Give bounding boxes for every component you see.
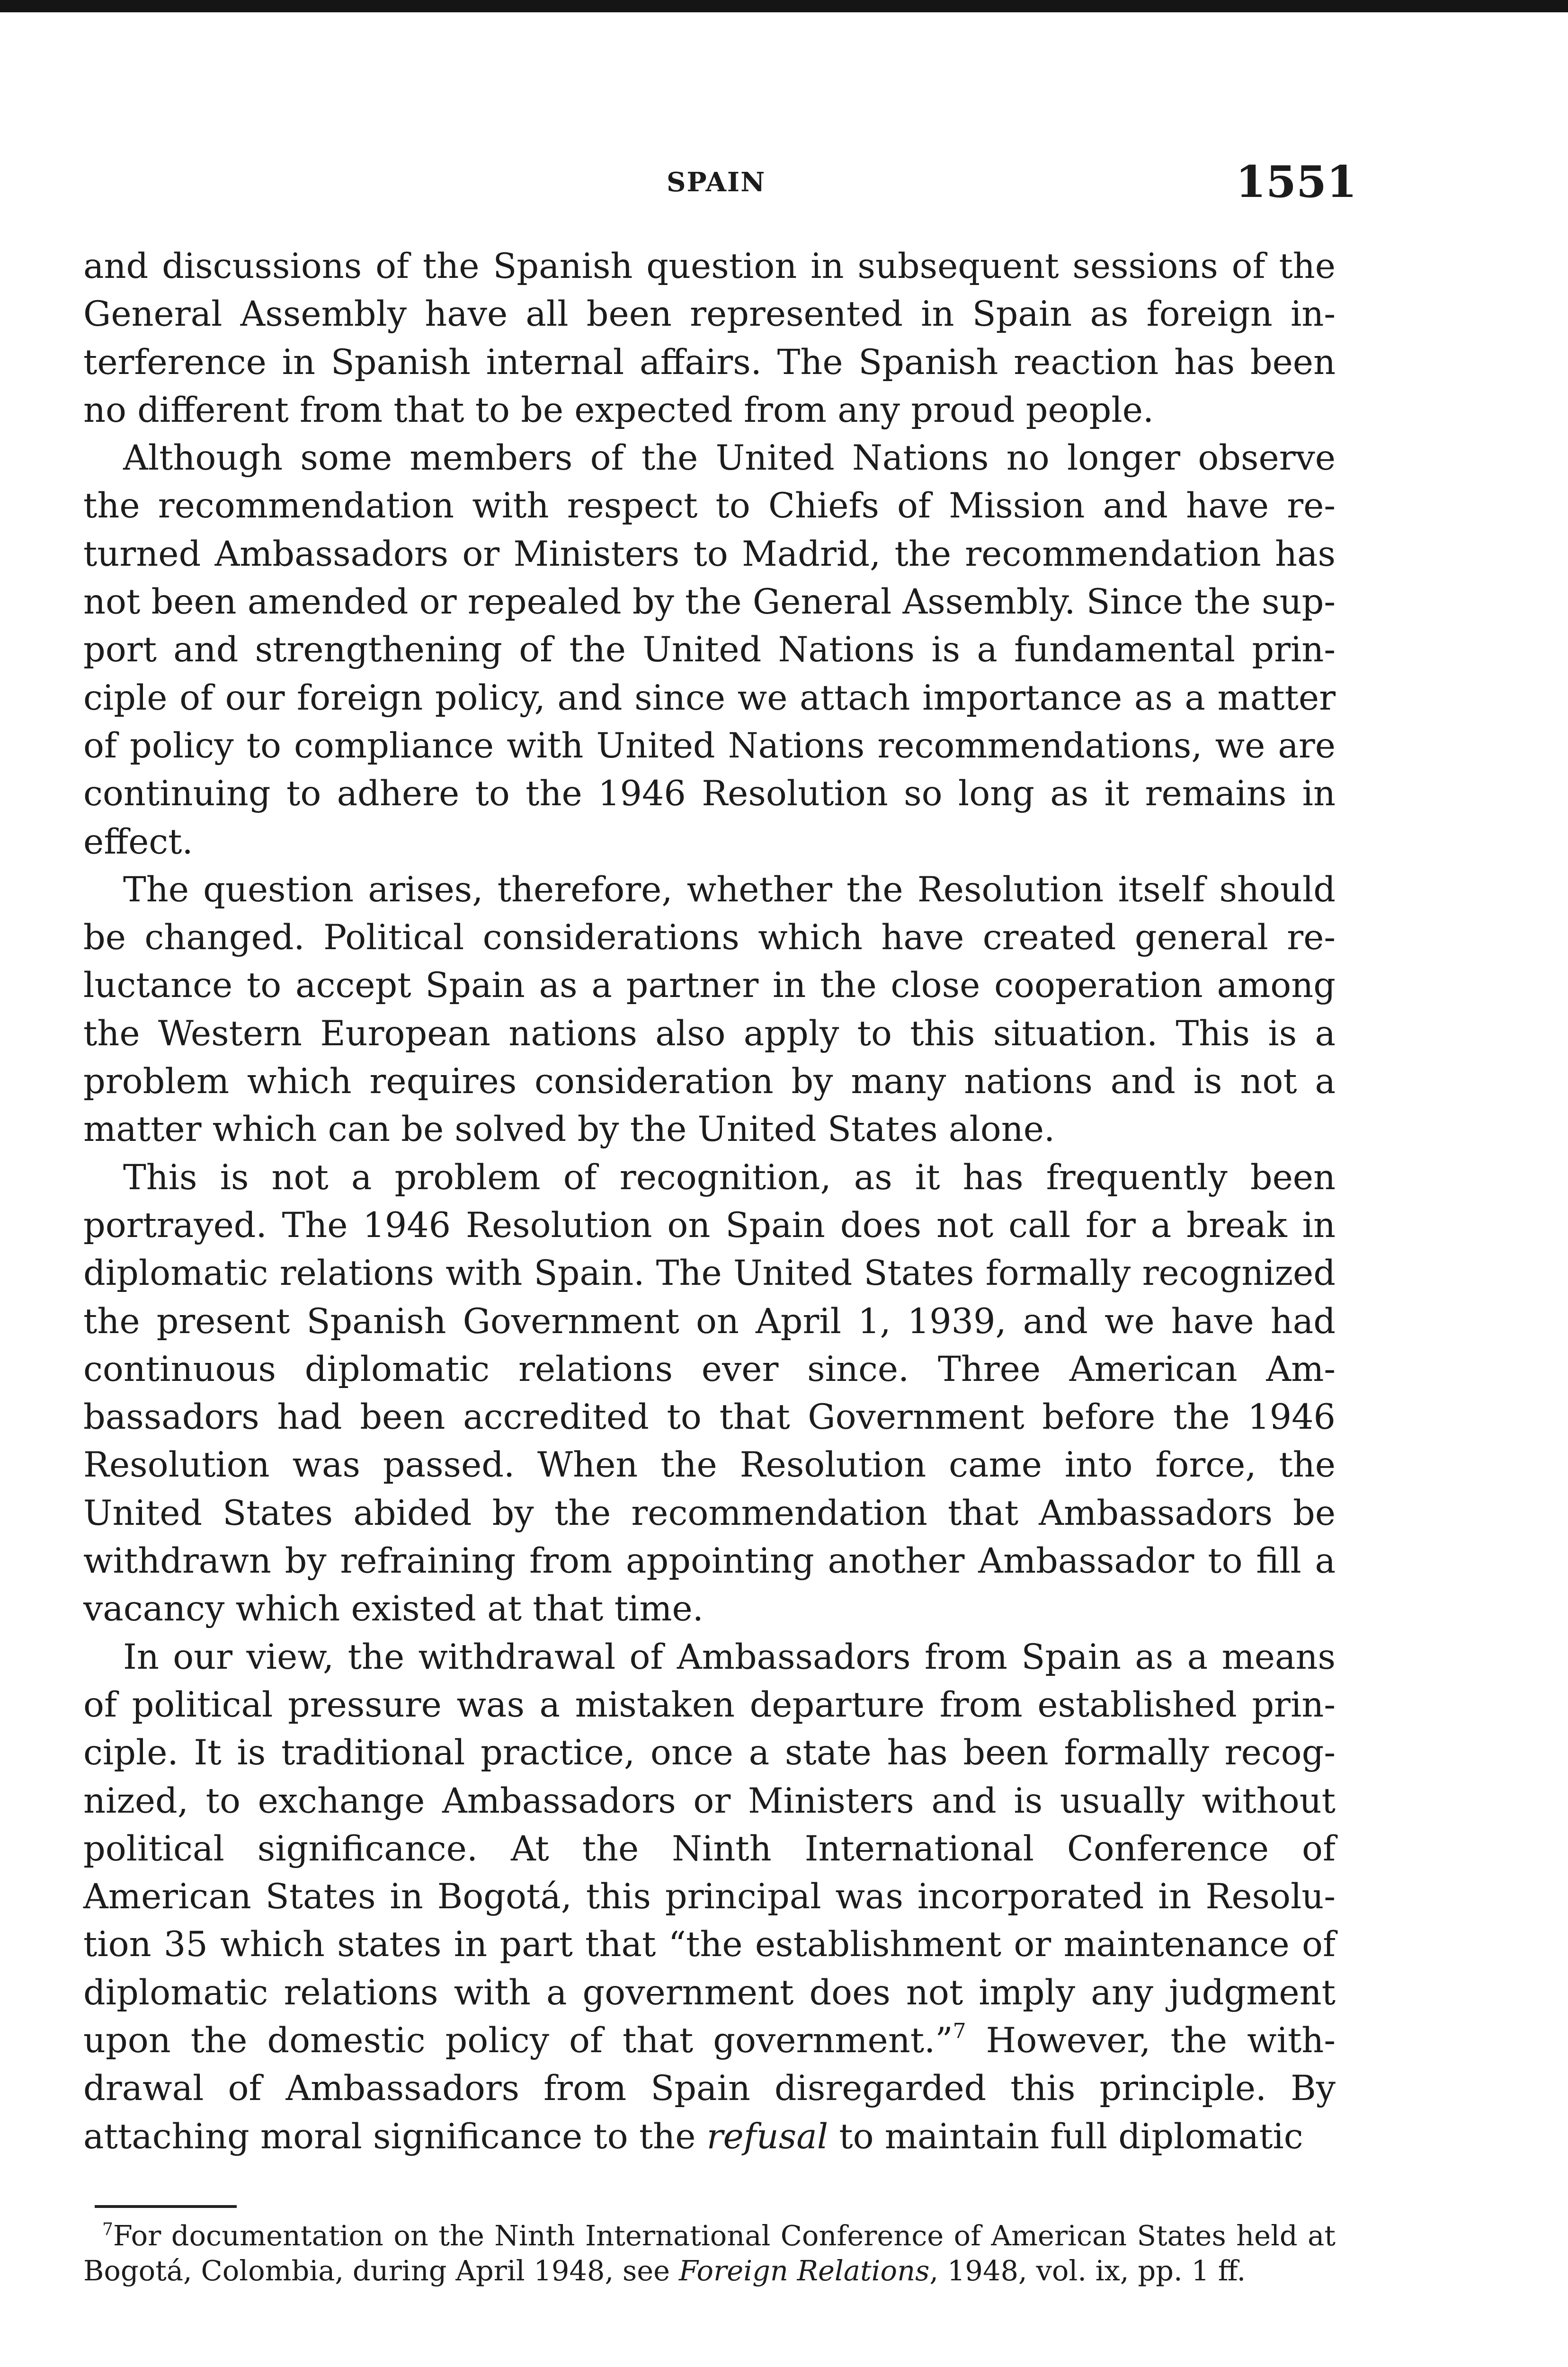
page-number: 1551 xyxy=(1236,156,1357,207)
running-head-title: SPAIN xyxy=(667,167,766,198)
footnote-italic-title: Foreign Relations xyxy=(678,2254,930,2287)
footnote-text-b: , 1948, vol. ix, pp. 1 ff. xyxy=(929,2254,1246,2287)
paragraph-5-text-a: In our view, the withdrawal of Ambassadors from Spain as a means of political pressure was a mistaken departure from established principle. It is traditional practice, once a state has been formally recognized, to exchange Ambassadors or Ministers and is usually without political significance. At the Ninth International Conference of American States in Bogotá, this principal was incorporated in Resolution 35 which states in part that “the establishment or maintenance of diplomatic relations with a government does not imply any judgment upon the domestic policy of that government.” xyxy=(83,1637,1336,2061)
footnote-paragraph xyxy=(83,2218,1336,2288)
footnote xyxy=(83,2218,1336,2288)
paragraph-5-text-c: to maintain full diplomatic xyxy=(828,2116,1303,2157)
body-text xyxy=(83,242,1336,2161)
footnote-text-a: For documentation on the Ninth International Conference of American States held at Bogotá, Colombia, during April 1948, see xyxy=(83,2219,1336,2287)
footnote-number: 7 xyxy=(102,2220,113,2239)
top-scan-border xyxy=(0,0,1568,12)
paragraph-4: This is not a problem of recognition, as it has frequently been portrayed. The 1946 Resolution on Spain does not call for a break in diplomatic relations with Spain. The United States formally recognized the present Spanish Government on April 1, 1939, and we have had continuous diplomatic relations ever since. Three American Ambassadors had been accredited to that Government before the 1946 Resolution was passed. When the Resolution came into force, the United States abided by the recommendation that Ambassadors be withdrawn by refraining from appointing another Ambassador to fill a vacancy which existed at that time. xyxy=(83,1157,1336,1629)
running-header xyxy=(0,156,1568,213)
footnote-divider xyxy=(95,2205,237,2208)
emphasis-refusal: refusal xyxy=(706,2116,829,2157)
paragraph-3: The question arises, therefore, whether the Resolution itself should be changed. Political considerations which have created general reluctance to accept Spain as a partner in the close cooperation among the Western European nations also apply to this situation. This is a problem which requires consideration by many nations and is not a matter which can be solved by the United States alone. xyxy=(83,869,1336,1150)
paragraph-1: and discussions of the Spanish question in subsequent sessions of the General Assembly have all been represented in Spain as foreign interference in Spanish internal affairs. The Spanish reaction has been no different from that to be expected from any proud people. xyxy=(83,246,1336,430)
footnote-reference: 7 xyxy=(953,2019,966,2043)
paragraph-2: Although some members of the United Nations no longer observe the recommendation with respect to Chiefs of Mission and have returned Ambassadors or Ministers to Madrid, the recommendation has not been amended or repealed by the General Assembly. Since the support and strengthening of the United Nations is a fundamental principle of our foreign policy, and since we attach importance as a matter of policy to compliance with United Nations recommendations, we are continuing to adhere to the 1946 Resolution so long as it remains in effect. xyxy=(83,438,1336,862)
paragraph-5 xyxy=(83,1633,1336,2161)
paragraph-5-text-b: However, the withdrawal of Ambassadors from Spain disregarded this principle. By attaching moral significance to the xyxy=(83,2020,1336,2157)
